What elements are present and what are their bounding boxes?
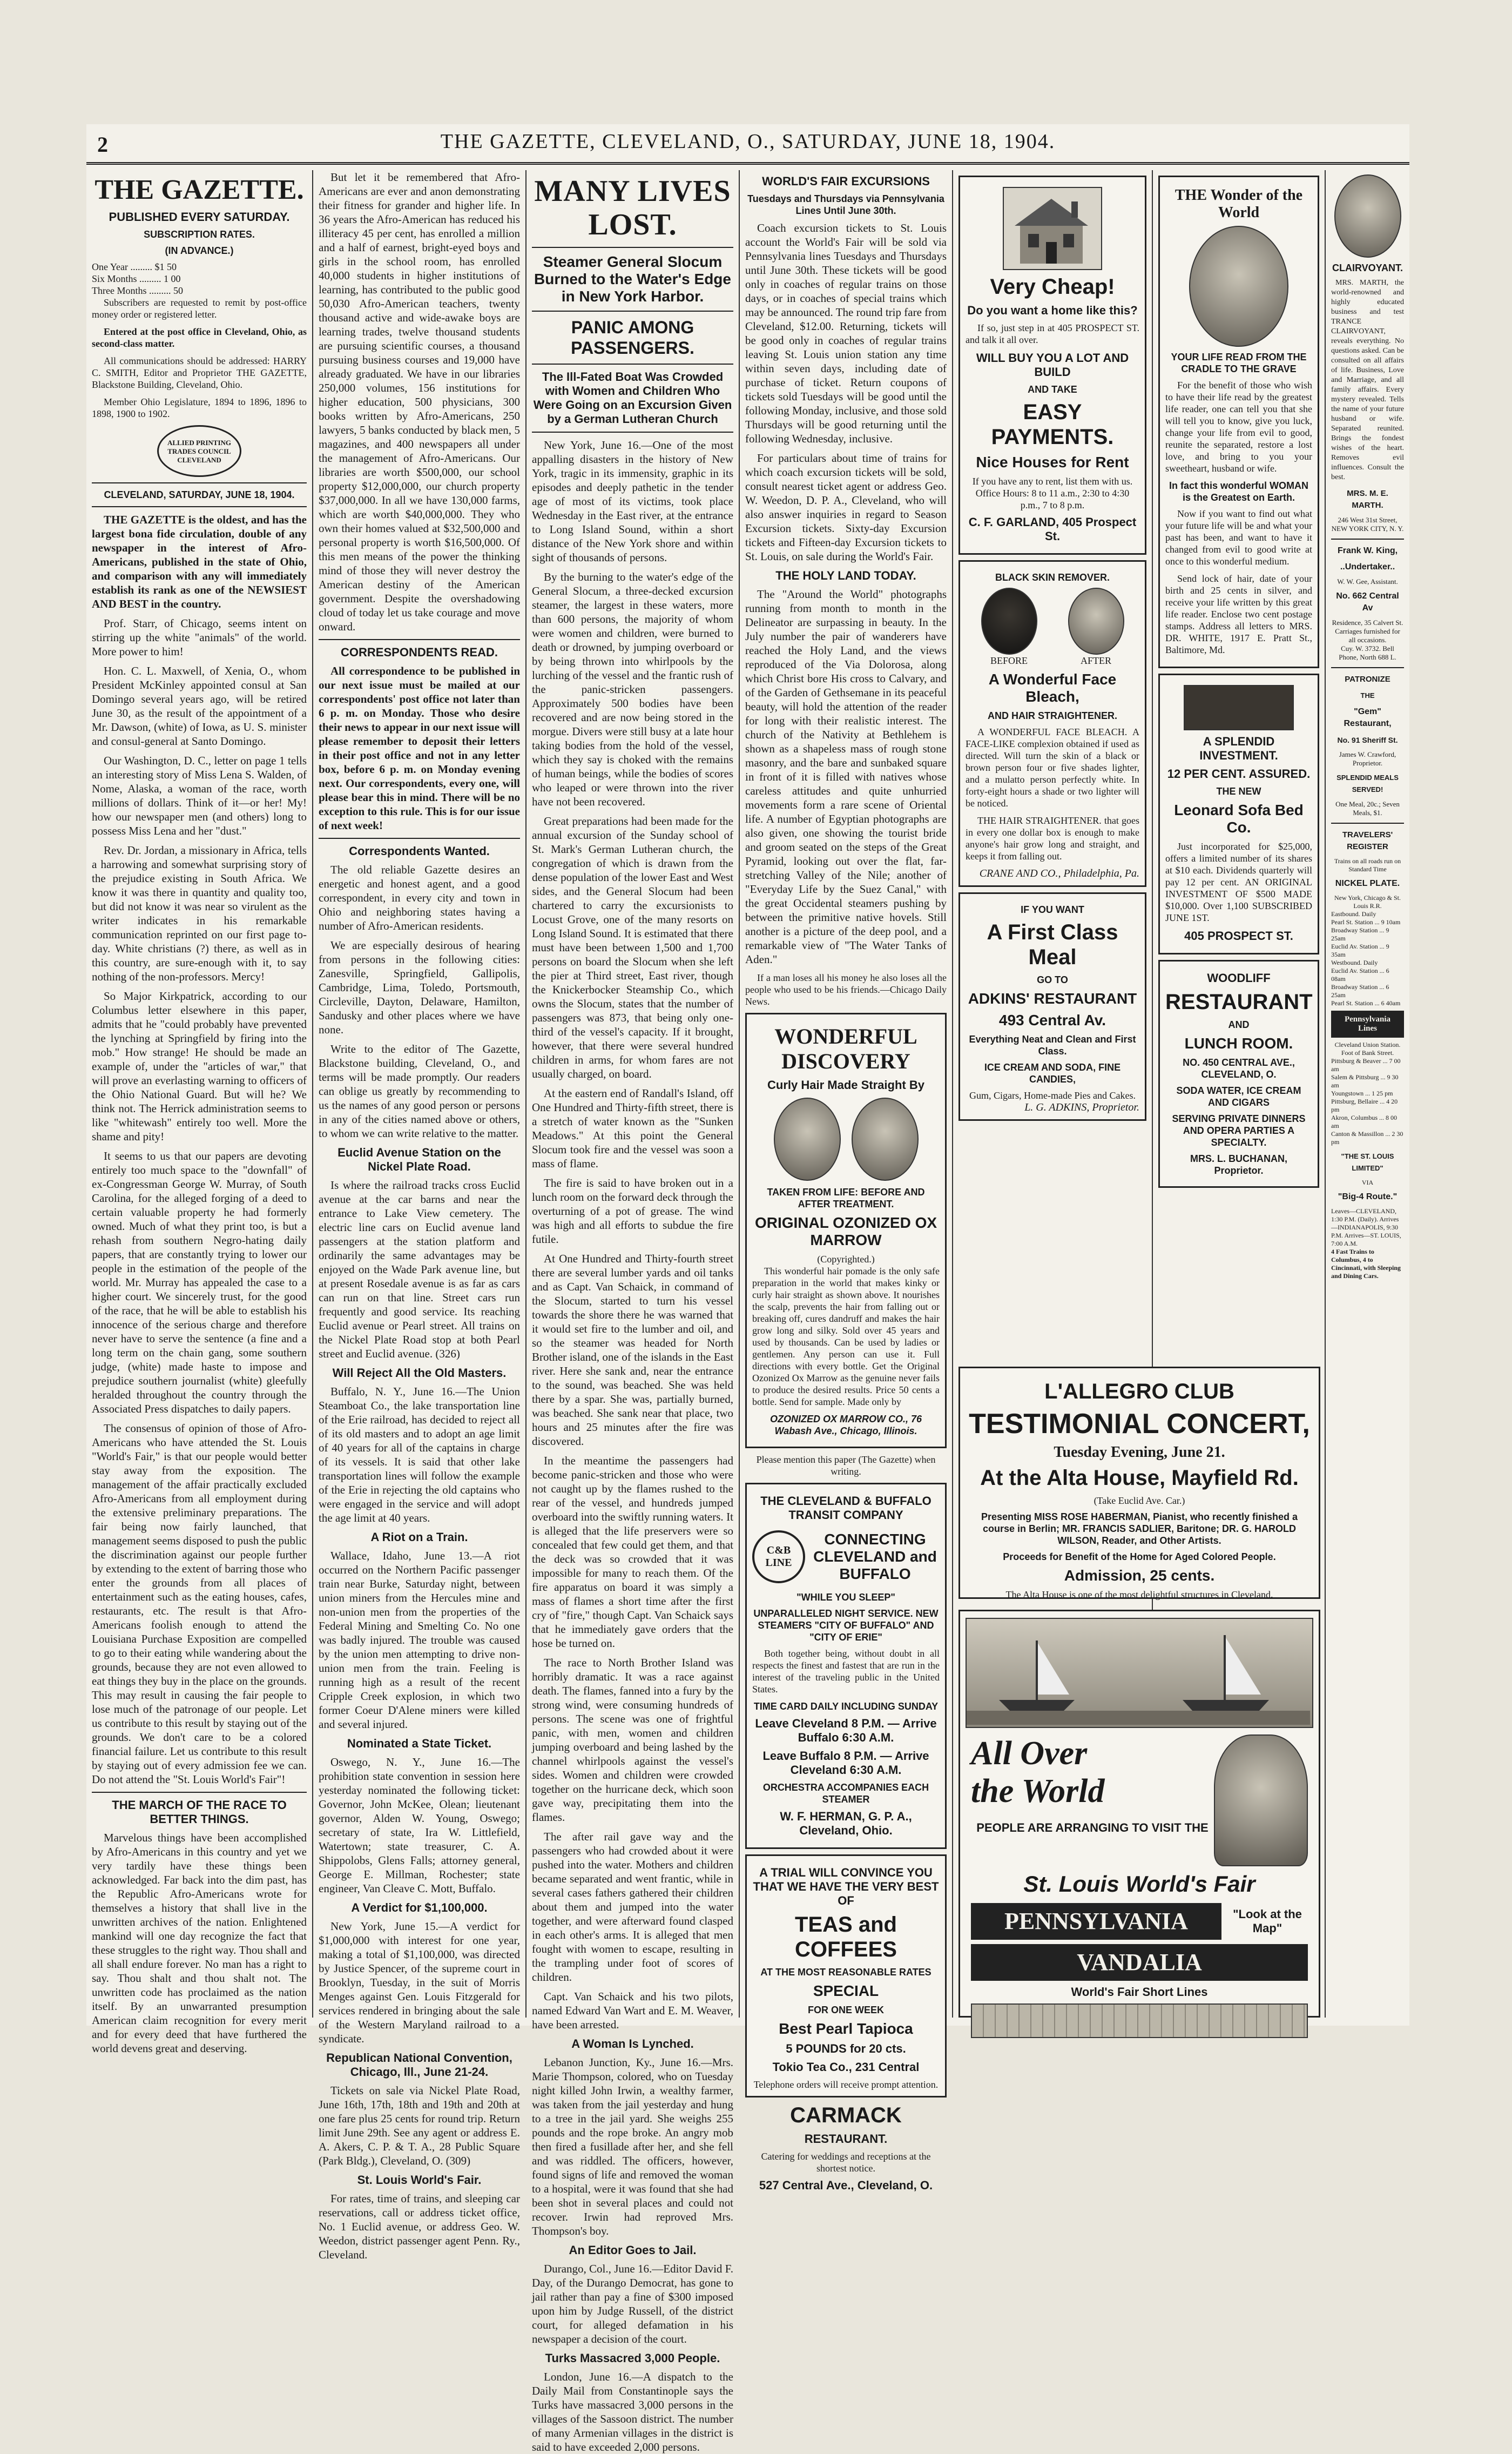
house-illustration xyxy=(1003,187,1102,270)
article-paragraph: The race to North Brother Island was horribly dramatic. It was a race against death. The flames, fanned into a fury by the strong wind, were consuming hundreds of persons. The scene was one of frightful panic, with men, women and children jumping overboard and being lashed by the channel whirlpools against the vessel's sides. Women and children were crowded together on the hurricane deck, which soon gave way, precipitating them into the flames. xyxy=(532,1656,733,1824)
lynch-headline: A Woman Is Lynched. xyxy=(571,2037,694,2050)
divider xyxy=(1331,667,1404,668)
woodliff-address: NO. 450 CENTRAL AVE., CLEVELAND, O. xyxy=(1183,1057,1295,1080)
lead-paragraph: THE GAZETTE is the oldest, and has the largest bona fide circulation, double of any newspaper in the interest of Afro-Americans, published in the state of Ohio, and comparison with any will immediately establish its rank as one of the NEWSIEST AND BEST in the country. xyxy=(92,513,307,610)
woodliff-serve: SERVING PRIVATE DINNERS AND OPERA PARTIES A SPECIALTY. xyxy=(1172,1113,1306,1148)
ticket-headline: Nominated a State Ticket. xyxy=(347,1737,492,1750)
all-over-people: PEOPLE ARE ARRANGING TO VISIT THE xyxy=(976,1821,1209,1834)
tea-tapioca: Best Pearl Tapioca xyxy=(779,2020,913,2037)
timetable-row: Pearl St. Station ... 9 10am xyxy=(1331,918,1401,926)
column-4 xyxy=(740,170,953,2192)
tea-price: 5 POUNDS for 20 cts. xyxy=(786,2042,906,2055)
cb-time-card: TIME CARD DAILY INCLUDING SUNDAY xyxy=(753,1701,939,1712)
gazette-logo: THE GAZETTE. xyxy=(94,174,304,205)
wonder-send: Send lock of hair, date of your birth and 25 cents in silver, and receive your life written by this great life reader. Enclose two cent postage stamps. Address all letters to MRS. DR. WHITE, 1917 E. Pratt St., Baltimore, Md. xyxy=(1165,573,1312,655)
article-paragraph: The after rail gave way and the passengers who had crowded about it were pushed into the water. Mothers and children became separated and went frantic, while in several cases fathers gathered their children about them and jumped into the water together, and were afterward found clasped in each other's arms. It is alleged that men fought with women to escape, resulting in the trampling under foot of scores of children. xyxy=(532,1830,733,1984)
meal-ice-2: Gum, Cigars, Home-made Pies and Cakes. xyxy=(969,1090,1136,1101)
masthead-title: THE GAZETTE, CLEVELAND, O., SATURDAY, JUNE 18, 1904. xyxy=(440,130,1056,153)
carmack-headline: CARMACK xyxy=(790,2103,902,2127)
article-paragraph: At the eastern end of Randall's Island, off One Hundred and Thirty-fifth street, there is a stretch of water known as the "Sunken Meadows." At this point the General Slocum took fire and the vessel was soon a mass of flame. xyxy=(532,1087,733,1170)
rate-row: Three Months ......... 50 xyxy=(92,285,183,296)
meal-headline: A First Class Meal xyxy=(987,920,1118,969)
panic-headline: PANIC AMONG PASSENGERS. xyxy=(571,318,694,358)
editorial-paragraph: Our Washington, D. C., letter on page 1 tells an interesting story of Miss Lena S. Walden, of Nome, Alaska, a woman of the race, worth millions of dollars. Think of it—or her! My! how our newspaper men (and others) long to possess Miss Lena and her "dust." xyxy=(92,754,307,837)
adkins-ad xyxy=(959,892,1146,1121)
invest-new: THE NEW xyxy=(1216,786,1261,797)
invest-address: 405 PROSPECT ST. xyxy=(1184,929,1293,943)
bleach-straightener: THE HAIR STRAIGHTENER. that goes in every one dollar box is enough to make anyone's hair grow long and straight, and keeps it from falling out. xyxy=(966,815,1139,862)
gem-patronize: PATRONIZE xyxy=(1345,675,1390,684)
slocum-subhead: Steamer General Slocum Burned to the Water's Edge in New York Harbor. xyxy=(534,253,731,305)
divider xyxy=(319,639,520,640)
cb-logo: C&B LINE xyxy=(752,1530,805,1583)
cb-connecting: CONNECTING CLEVELAND and BUFFALO xyxy=(813,1531,937,1582)
allegro-headline: TESTIMONIAL CONCERT, xyxy=(969,1408,1310,1440)
woman-portrait xyxy=(1189,226,1288,347)
page-number: 2 xyxy=(97,132,108,157)
tea-special: SPECIAL xyxy=(813,1982,879,1999)
slocum-headline: MANY LIVES LOST. xyxy=(534,174,731,241)
timetable-row: Pearl St. Station ... 6 40am xyxy=(1331,999,1401,1007)
allegro-proceeds: Proceeds for Benefit of the Home for Aged Colored People. xyxy=(1003,1551,1276,1562)
editorial-paragraph: Rev. Dr. Jordan, a missionary in Africa, tells a harrowing and somewhat surprising story of the prejudice existing in South Africa. We know it was there in quantity and quality too, but did not know it was near so virulent as the writer indicates in his remarkable communication reprinted on our first page to-day. White christians (?) there, as well as in this country, are sure-enough with it, to say nothing of the non-professors. Mercy! xyxy=(92,844,307,983)
all-over-line-2: the World xyxy=(971,1773,1105,1810)
article-paragraph: Lebanon Junction, Ky., June 16.—Mrs. Marie Thompson, colored, who on Tuesday night killed John Irwin, a wealthy farmer, was taken from the jail yesterday and hung to a tree in the jail yard. She weighs 255 pounds and the rope broke. An angry mob then fired a fusillade after her, and she fell and was riddled. The officers, however, found signs of life and removed the woman to a hospital, were it was found that she had been shot in several places and could not recover. Irwin had reproved Mrs. Thompson's boy. xyxy=(532,2056,733,2237)
article-paragraph: In the meantime the passengers had become panic-stricken and those who were not caught up by the flames rushed to the rear of the vessel, and hundreds jumped overboard into the swiftly running waters. It is alleged that the life preservers were so concealed that few could get them, and that the deck was so crowded that it was impossible for many to reach them. Of the fire apparatus on board it was simply a mass of flames a short time after the first cry of "fire," though Capt. Van Schaick says that he immediately gave orders that the hose be turned on. xyxy=(532,1454,733,1650)
gem-the: THE xyxy=(1360,691,1375,700)
holy-land-headline: THE HOLY LAND TODAY. xyxy=(775,569,916,582)
house-icon xyxy=(1004,188,1099,267)
editorial-paragraph: Hon. C. L. Maxwell, of Xenia, O., whom President McKinley appointed consul at San Domingo several years ago, will be retired June 30, as the result of the appointment of a Mr. Dawson, (white) of Iowa, as U. S. minister and consul-general at Santo Domingo. xyxy=(92,664,307,748)
tea-headline: TEAS and COFFEES xyxy=(795,1913,897,1961)
bleach-body: A WONDERFUL FACE BLEACH. A FACE-LIKE complexion obtained if used as directed. Will turn the skin of a black or brown person four or five shades lighter, and a mulatto person perfectly white. In forty-eight hours a shade or two lighter will be noticed. xyxy=(966,727,1139,809)
article-paragraph: Capt. Van Schaick and his two pilots, named Edward Van Wart and E. M. Weaver, have been arrested. xyxy=(532,1990,733,2031)
after-label: AFTER xyxy=(1080,655,1111,666)
article-paragraph: At One Hundred and Thirty-fourth street there are several lumber yards and oil tanks and as Capt. Van Schaick, in command of the Slocum, started to turn his vessel towards the shore there he was warned that it would set fire to the lumber and oil, and so the steamer was headed for North Brother island, one of the islands in the East river. Here she sank and, near the entrance to the sound, was beached. She was held there by a spar. She was, partially burned, was beached. She sank near that place, two hours and 25 minutes after the fire was discovered. xyxy=(532,1252,733,1448)
riot-headline: A Riot on a Train. xyxy=(370,1530,468,1544)
king-carriages: Carriages furnished for all occasions. xyxy=(1335,627,1400,644)
race-headline: THE MARCH OF THE RACE TO BETTER THINGS. xyxy=(112,1798,287,1826)
mention-note: Please mention this paper (The Gazette) when writing. xyxy=(756,1454,936,1477)
gem-address: No. 91 Sheriff St. xyxy=(1337,736,1398,744)
adkins-address: 493 Central Av. xyxy=(998,1012,1106,1028)
allegro-date: Tuesday Evening, June 21. xyxy=(1054,1444,1225,1461)
penn-look-map: "Look at the Map" xyxy=(1233,1907,1302,1935)
divider xyxy=(319,838,520,839)
divider xyxy=(532,364,733,365)
article-paragraph: Write to the editor of The Gazette, Blackstone building, Cleveland, O., and terms will be made promptly. Our readers can oblige us greatly by recommending to us the names of any good person or persons in any of the cities named above or others, to whom we can write relative to the matter. xyxy=(319,1043,520,1140)
tea-rates: AT THE MOST REASONABLE RATES xyxy=(760,1967,932,1978)
divider xyxy=(92,1792,307,1793)
rate-row: Six Months ......... 1 00 xyxy=(92,273,181,284)
houses-for-rent: Nice Houses for Rent xyxy=(976,454,1129,470)
after-portrait xyxy=(852,1098,919,1181)
timetable-row: Euclid Av. Station ... 6 08am xyxy=(1331,967,1389,983)
king-residence: Residence, 35 Calvert St. xyxy=(1332,618,1403,627)
cb-steamers: UNPARALLELED NIGHT SERVICE. NEW STEAMERS "CITY OF BUFFALO" AND "CITY OF ERIE" xyxy=(753,1608,939,1643)
king-undertaker: ..Undertaker.. xyxy=(1340,562,1395,572)
all-over-line-1: All Over xyxy=(971,1735,1088,1772)
emblem-text: ALLIED PRINTING TRADES COUNCIL CLEVELAND xyxy=(167,439,232,464)
column-1 xyxy=(86,170,313,2055)
column-7 xyxy=(1326,170,1409,2018)
office-hours: Office Hours: 8 to 11 a.m., 2:30 to 4:30 p.m., 7 to 8 p.m. xyxy=(975,488,1130,510)
article-paragraph: Oswego, N. Y., June 16.—The prohibition state convention in session here yesterday nominated the following ticket: Governor, John McKee, Olean; lieutenant governor, Alden W. Young, Oswego; secretary of state, Ira W. Littlefield, Watertown; state treasurer, C. A. Shippolobs, Glens Falls; attorney general, George E. Millman, Rochester; state engineer, Van Cleave C. Mott, Buffalo. xyxy=(319,1756,520,1895)
timetable-row: Westbound. Daily xyxy=(1331,959,1378,966)
nickel-plate-sub: New York, Chicago & St. Louis R.R. xyxy=(1334,894,1401,910)
ships-illustration xyxy=(966,1618,1313,1728)
clairvoyant-name: MRS. M. E. MARTH. xyxy=(1347,489,1388,510)
legislature-note: Member Ohio Legislature, 1894 to 1896, 1896 to 1898, 1900 to 1902. xyxy=(92,396,307,419)
subscription-head: SUBSCRIPTION RATES. xyxy=(144,229,255,240)
before-figure xyxy=(981,588,1037,667)
sofa-bed-ad xyxy=(1158,674,1319,954)
light-face xyxy=(1068,588,1124,655)
tea-intro: A TRIAL WILL CONVINCE YOU THAT WE HAVE THE VERY BEST OF xyxy=(753,1866,939,1907)
divider xyxy=(532,432,733,433)
column-2 xyxy=(313,170,526,2261)
penn-vandalia-penn: PENNSYLVANIA xyxy=(971,1903,1221,1940)
gem-name: "Gem" Restaurant, xyxy=(1344,707,1392,728)
penn-short-lines: World's Fair Short Lines xyxy=(1071,1985,1208,1999)
rate-row: One Year ......... $1 50 xyxy=(92,261,177,272)
timetable-row: Broadway Station ... 9 25am xyxy=(1331,926,1389,942)
cb-schedule-row: Leave Cleveland 8 P.M. — Arrive Buffalo 6:30 A.M. xyxy=(755,1717,937,1744)
ox-marrow-company: OZONIZED OX MARROW CO., 76 Wabash Ave., Chicago, Illinois. xyxy=(770,1414,922,1436)
timetable-row: Salem & Pittsburg ... 9 30 am xyxy=(1331,1073,1399,1089)
cb-logo-row xyxy=(752,1527,940,1587)
woodliff-name: WOODLIFF xyxy=(1207,971,1271,985)
penn-lines: Pennsylvania Lines xyxy=(1331,1011,1404,1038)
cb-headline: THE CLEVELAND & BUFFALO TRANSIT COMPANY xyxy=(760,1494,932,1522)
divider xyxy=(1331,823,1404,824)
cb-agent: W. F. HERMAN, G. P. A., Cleveland, Ohio. xyxy=(780,1810,912,1837)
divider xyxy=(532,311,733,312)
ox-marrow-caption: TAKEN FROM LIFE: BEFORE AND AFTER TREATMENT. xyxy=(767,1187,925,1209)
timetable-row: Euclid Av. Station ... 9 35am xyxy=(1331,943,1389,958)
penn-vandalia: VANDALIA xyxy=(971,1944,1308,1981)
woodliff-ad xyxy=(1158,960,1319,1188)
before-after-illustration xyxy=(752,1098,940,1181)
meal-ice: ICE CREAM AND SODA, FINE CANDIES, xyxy=(984,1062,1121,1085)
meal-body: Everything Neat and Clean and First Class. xyxy=(969,1034,1136,1057)
divider xyxy=(92,506,307,507)
subscribers-note: Subscribers are requested to remit by post-office money order or registered letter. xyxy=(92,297,307,320)
garland-ad xyxy=(959,176,1146,555)
penn-lines-sub: Cleveland Union Station. Foot of Bank Street. xyxy=(1334,1041,1401,1057)
article-paragraph: We are especially desirous of hearing from persons in the following cities: Zanesville, Springfield, Gallipolis, Cambridge, Lima, Toledo, Portsmouth, Circleville, Dayton, Delaware, Hamilton, Sandusky and other places where we have none. xyxy=(319,939,520,1036)
article-paragraph: Durango, Col., June 16.—Editor David F. Day, of the Durango Democrat, has gone to jail rather than pay a fine of $300 imposed upon him by Judge Russell, of the district court, for alleged defamation in his newspaper a decision of the court. xyxy=(532,2262,733,2345)
address-note: All communications should be addressed: HARRY C. SMITH, Editor and Proprietor THE GAZETTE, Blackstone Building, Cleveland, Ohio. xyxy=(92,355,307,390)
register-headline: TRAVELERS' REGISTER xyxy=(1342,830,1393,851)
fair-headline: St. Louis World's Fair. xyxy=(357,2173,482,2187)
easy-payments: EASY PAYMENTS. xyxy=(991,400,1114,449)
allegro-place: At the Alta House, Mayfield Rd. xyxy=(980,1466,1299,1490)
excursion-subhead: Tuesdays and Thursdays via Pennsylvania Lines Until June 30th. xyxy=(747,193,944,216)
ox-marrow-body: This wonderful hair pomade is the only safe preparation in the world that makes kinky or curly hair straight as shown above. It nourishes the scalp, prevents the hair from falling out or breaking off, cures dandruff and makes the hair grow long and silky. Sold over 45 years and used by thousands. Can be used by ladies or gentlemen. Any person can use it. Full directions with every bottle. Get the Original Ozonized Ox Marrow as the genuine never fails to produce the desired results. Price 50 cents a bottle. Send for sample. Made only by xyxy=(752,1266,940,1407)
big4-body: Leaves—CLEVELAND, 1:30 P.M. (Daily). Arrives—INDIANAPOLIS, 9:30 P.M. Arrives—ST. LOUIS, 7:00 A.M. xyxy=(1331,1207,1401,1247)
king-name: Frank W. King, xyxy=(1337,546,1398,555)
timetable-row: Pittsburg & Beaver ... 7 00 am xyxy=(1331,1057,1401,1073)
verdict-headline: A Verdict for $1,100,000. xyxy=(351,1901,488,1914)
all-over-row xyxy=(960,1734,1319,1866)
all-over-text xyxy=(971,1734,1214,1866)
penn-vandalia-row xyxy=(960,1903,1319,1940)
ox-marrow-headline: WONDERFUL DISCOVERY xyxy=(774,1024,917,1073)
correspondents-headline: CORRESPONDENTS READ. xyxy=(341,646,498,659)
stl-limited: "THE ST. LOUIS LIMITED" xyxy=(1341,1152,1394,1172)
wonder-now: Now if you want to find out what your future life will be and what your past has been, and want to have it changed from evil to good write at once to this wonderful medium. xyxy=(1165,508,1312,567)
advance-line: (IN ADVANCE.) xyxy=(165,245,234,256)
cb-body: Both together being, without doubt in all respects the finest and fastest that are run in the interest of the traveling public in the United States. xyxy=(752,1648,940,1695)
allegro-end: The Alta House is one of the most delightful structures in Cleveland. xyxy=(1005,1589,1273,1600)
timetable-row: Akron, Columbus ... 8 00 am xyxy=(1331,1114,1398,1129)
bleach-company: CRANE AND CO., Philadelphia, Pa. xyxy=(979,868,1139,879)
entered-note: Entered at the post office in Cleveland, Ohio, as second-class matter. xyxy=(92,326,307,349)
allegro-take: (Take Euclid Ave. Car.) xyxy=(1094,1495,1185,1506)
tea-week: FOR ONE WEEK xyxy=(807,2005,884,2015)
ox-marrow-subhead: Curly Hair Made Straight By xyxy=(767,1078,924,1092)
article-paragraph: New York, June 15.—A verdict for $1,000,000 with interest for one year, making a total of $1,100,000, was directed by Justice Spencer, of the supreme court in Brooklyn, Tuesday, in the suit of Morris Menges against Gen. Louis Fitzgerald for services rendered in bringing about the sale of the Western Maryland railroad to a syndicate. xyxy=(319,1920,520,2045)
article-paragraph: London, June 16.—A dispatch to the Daily Mail from Constantinople says the Turks have massacred 3,000 persons in the villages of the Sassoon district. The number of many Armenian villages in the district is said to have exceeded 2,000 persons. xyxy=(532,2370,733,2453)
article-paragraph: Coach excursion tickets to St. Louis account the World's Fair will be sold via Pennsylvania lines Tuesdays and Thursdays until June 30th. These tickets will be good only in coaches of regular trains on those days, or in coaches of special trains which may be announced. The round trip fare from Cleveland, $12.00. Returning, tickets will be good only in coaches of regular trains leaving St. Louis union station any time within seven days, including date of purchase of ticket. Return coupons of tickets sold Tuesdays will be good until the following Monday, inclusive, and those sold Thursdays will be good returning until the following Wednesday, inclusive. xyxy=(745,221,947,445)
ox-marrow-name: ORIGINAL OZONIZED OX MARROW xyxy=(754,1214,937,1248)
article-paragraph: The "Around the World" photographs running from month to month in the Delineator are surpassing in beauty. In the July number the pair of wanderers have reached the Holy Land, and the views reproduced of the Via Dolorosa, along which Christ bore His cross to Calvary, and of the Garden of Gethsemane in its peaceful beauty, will hold the attention of the reader for long with their realistic interest. The church of the Nativity at Bethlehem is shown as a shapeless mass of rough stone masonry, and the bare and sunbaked square in front of it is filled with natives whose careless attitudes and quite unhurried movements form a rare scene of Oriental life. A number of Egyptian photographs are also given, one showing the tourist bride and groom seated on the steps of the Great Pyramid, looking out over the flat, far-stretching Valley of the Nile; another of "Everyday Life by the Suez Canal," with the great Occidental steamers pushing by between the primitive native hovels. Still another is a picture of the deep pool, and a remarkable view of "The Water Tanks of Aden." xyxy=(745,588,947,966)
gem-meals: SPLENDID MEALS SERVED! xyxy=(1336,774,1399,794)
divider xyxy=(532,247,733,248)
king-assistant: W. W. Gee, Assistant. xyxy=(1337,577,1398,586)
euclid-headline: Euclid Avenue Station on the Nickel Plate Road. xyxy=(338,1146,501,1173)
editor-headline: An Editor Goes to Jail. xyxy=(569,2243,697,2257)
wonder-woman-line: In fact this wonderful WOMAN is the Greatest on Earth. xyxy=(1169,480,1308,503)
bleach-big: A Wonderful Face Bleach, xyxy=(988,671,1117,705)
all-over-fair: St. Louis World's Fair xyxy=(1023,1871,1256,1897)
article-paragraph: For rates, time of trains, and sleeping car reservations, call or address ticket office, No. 1 Euclid avenue, or address Geo. W. Weedon, district passenger agent Penn. Ry., Cleveland. xyxy=(319,2192,520,2261)
allegro-concert-ad xyxy=(959,1367,1320,1599)
published-line: PUBLISHED EVERY SATURDAY. xyxy=(109,210,290,224)
ox-marrow-ad xyxy=(745,1013,947,1448)
bleach-illustration xyxy=(966,588,1139,667)
tea-company: Tokio Tea Co., 231 Central xyxy=(772,2060,920,2074)
dark-face xyxy=(981,588,1037,655)
article-paragraph: Is where the railroad tracks cross Euclid avenue at the car barns and near the entrance to Lake View cemetery. The electric line cars on Euclid avenue land passengers at the station platform and ordinarily the same advantages may be enjoyed on the Wade Park avenue line, but at present Rosedale avenue is as far as cars can run on that line. Street cars run frequently and good service. Its reaching Euclid avenue or Pearl street. All trains on the Nickel Plate Road stop at both Pearl street and Euclid avenue. (326) xyxy=(319,1179,520,1360)
wonder-life: YOUR LIFE READ FROM THE CRADLE TO THE GRAVE xyxy=(1171,352,1307,374)
ship-icon xyxy=(967,1619,1310,1725)
clairvoyant-portrait xyxy=(1334,174,1401,258)
sofa-illustration xyxy=(1184,685,1294,730)
editorial-paragraph: It seems to us that our papers are devoting entirely too much space to the "downfall" of ex-Congressman George W. Murray, of South Carolina, for the alleged forging of a deed to certain valuable property he had formerly owned. Much of what they print too, is but a rehash from southern Negro-hating daily papers, that are constantly trying to lower our people in the estimation of the people of the world. Mr. Murray has appealed the case to a higher court. We sincerely trust, for the good of the race, that he will be able to establish his innocence of the serious charge and therefore never have to serve the sentence (a fine and a long term on the chain gang, some southern judge, (white) made haste to impose and prejudice southern journalist (white) gleefully heralded throughout the country through the Associated Press dispatches to daily papers. xyxy=(92,1149,307,1415)
divider xyxy=(92,482,307,483)
article-paragraph: But let it be remembered that Afro-Americans are ever and anon demonstrating their fitness for grander and higher life. In 36 years the Afro-American has reduced his illiteracy 45 per cent, has enrolled a million and a half of earnest, bright-eyed boys and girls in the school room, has enrolled 40,000 students in higher institutions of learning, has contributed to the public good 50,030 Afro-American teachers, twenty thousand active and wide-awake boys are learning trades, twelve thousand students are pursuing scientific courses, a thousand pursuing business courses and 19,000 have already graduated. We have in our libraries 250,000 volumes, 156 institutions for higher education, 500 physicians, 300 books written by Afro-Americans, 250 lawyers, 5 banks conducted by black men, 5 magazines, and 400 newspapers all under the management of Afro-Americans. Our libraries are worth $500,000, our school property $12,000,000, our church property $37,000,000. In all we have 130,000 farms, which are worth $40,000,000. They who own their homes valued at $32,500,000 and personal property is worth $16,500,000. Of this men means of the power the thinking mind of those they will never destroy the American destiny of the American government. Despite the overshadowing cloud of today let us take courage and move onward. xyxy=(319,171,520,633)
dateline: CLEVELAND, SATURDAY, JUNE 18, 1904. xyxy=(104,489,295,500)
after-figure xyxy=(1068,588,1124,667)
cheap-lot: WILL BUY YOU A LOT AND BUILD xyxy=(976,351,1129,379)
woodliff-lunch: LUNCH ROOM. xyxy=(1184,1035,1293,1052)
cb-orchestra: ORCHESTRA ACCOMPANIES EACH STEAMER xyxy=(762,1782,929,1805)
timetable-row: Pittsburg, Bellaire ... 4 20 pm xyxy=(1331,1098,1398,1113)
cb-line-ad xyxy=(745,1483,947,1849)
meal-go: GO TO xyxy=(1037,974,1068,985)
article-paragraph: Great preparations had been made for the annual excursion of the Sunday school of St. Mark's German Lutheran church, the congregation of which is drawn from the dense population of the lower East and West sides, and the General Slocum had been chartered to carry the excursionists to Locust Grove, one of the many resorts on Long Island Sound. It is estimated that there must have been between 1,500 and 1,700 persons on board the Slocum when she left the pier at Third street, East river, though the Knickerbocker Steamship Co., which owns the Slocum, states that the number of passengers was 873, that being only one-third of the vessel's capacity. If it brought, however, that there were several hundred children in arms, for whom fares are not usually charged, on board. xyxy=(532,815,733,1080)
nickel-plate: NICKEL PLATE. xyxy=(1335,879,1400,888)
stl-via: VIA xyxy=(1361,1179,1374,1186)
clairvoyant-body: MRS. MARTH, the world-renowned and highly educated business and test TRANCE CLAIRVOYANT, reveals everything. No questions asked. Can be consulted on all affairs of life. Business, Love and Marriage, and all family affairs. Every mystery revealed. Tells the name of your future husband or wife. Separated reunited. Brings the fondest wishes of the heart. Removes evil influences. Consult the best. xyxy=(1331,279,1404,481)
invest-headline: A SPLENDID INVESTMENT. xyxy=(1199,735,1278,762)
register-sub: Trains on all roads run on Standard Time xyxy=(1334,857,1401,873)
woodliff-and: AND xyxy=(1228,1019,1250,1030)
allegro-admission: Admission, 25 cents. xyxy=(1064,1567,1215,1584)
ox-marrow-copyright: (Copyrighted.) xyxy=(817,1254,875,1265)
turks-headline: Turks Massacred 3,000 People. xyxy=(545,2351,720,2365)
sofa-company: Leonard Sofa Bed Co. xyxy=(1174,802,1304,836)
before-label: BEFORE xyxy=(990,655,1028,666)
columbus-trains: 4 Fast Trains to Columbus, 4 to Cincinnati, with Sleeping and Dining Cars. xyxy=(1331,1248,1401,1280)
masters-headline: Will Reject All the Old Masters. xyxy=(332,1366,507,1380)
tea-note: Telephone orders will receive prompt attention. xyxy=(753,2079,939,2090)
railroad-map xyxy=(971,2003,1308,2038)
correspondents-notice: All correspondence to be published in our next issue must be mailed at our correspondents' post office not later than 6 p. m. on Monday. Those who desire their news to appear in our next issue will please remember to deposit their letters in their post office and not in any letter box, before 6 p. m. on Monday evening next. Our correspondents, every one, will please bear this in mind. There will be no exception to this rule. This is for our issue of next week! xyxy=(319,664,520,832)
editorial-paragraph: So Major Kirkpatrick, according to our Columbus letter elsewhere in this paper, admits that he "could probably have prevented the lynching at Springfield by firing into the mob." How strange! He should be made an example of, under the "articles of war," that will prove an everlasting warning to officers of the Ohio National Guard. But will he? We think not. The Herrick administration seems to like "whitewash" entirely too well. More the shame and pity! xyxy=(92,990,307,1143)
wonder-headline: THE Wonder of the World xyxy=(1174,187,1303,221)
timetable-row: Broadway Station ... 6 25am xyxy=(1331,983,1389,999)
newspaper-page xyxy=(86,124,1409,2453)
article-paragraph: The old reliable Gazette desires an energetic and honest agent, and a good correspondent, in every city and town in Ohio and neighboring states having a number of Afro-American residents. xyxy=(319,863,520,932)
invest-percent: 12 PER CENT. ASSURED. xyxy=(1167,767,1311,781)
cheap-body: If so, just step in at 405 PROSPECT ST. and talk it all over. xyxy=(966,322,1139,345)
article-paragraph: Tickets on sale via Nickel Plate Road, June 16th, 17th, 18th and 19th and 20th at one fare plus 25 cents for round trip. Return limit June 29th. See any agent or address E. A. Akers, C. P. & T. A., 28 Public Square (Park Bldg.), Cleveland, O. (309) xyxy=(319,2084,520,2167)
world-fair-ad xyxy=(959,1610,1320,2018)
timetable-row: Canton & Massillon ... 2 30 pm xyxy=(1331,1130,1403,1146)
woodliff-soda: SODA WATER, ICE CREAM AND CIGARS xyxy=(1176,1085,1301,1108)
timetable-row: Eastbound. Daily xyxy=(1331,910,1376,918)
timetable-row: Youngstown ... 1 25 pm xyxy=(1331,1090,1393,1097)
clairvoyant-headline: CLAIRVOYANT. xyxy=(1332,263,1403,273)
masthead xyxy=(86,124,1409,165)
editorial-paragraph: Prof. Starr, of Chicago, seems intent on stirring up the white "animals" of the world. More power to him! xyxy=(92,617,307,658)
article-paragraph: The fire is said to have broken out in a lunch room on the forward deck through the overturning of a pot of grease. The wind was high and all efforts to subdue the fire futile. xyxy=(532,1176,733,1246)
rent-sub: If you have any to rent, list them with us. xyxy=(972,476,1133,487)
gem-price: One Meal, 20c.; Seven Meals, $1. xyxy=(1335,800,1400,817)
adkins-proprietor: L. G. ADKINS, Proprietor. xyxy=(1024,1101,1139,1113)
allegro-body: Presenting MISS ROSE HABERMAN, Pianist, who recently finished a course in Berlin; MR. FRANCIS SADLIER, Baritone; DR. G. HAROLD WILSON, Reader, and Other Artists. xyxy=(981,1511,1298,1546)
king-telephone: Cuy. W. 3732. Bell Phone, North 688 L. xyxy=(1339,644,1396,661)
editorial-paragraph: Marvelous things have been accomplished by Afro-Americans in this country and yet we very tardily have these things been acknowledged. Far back into the dim past, has the Republic Afro-Americans wrote for themselves a history that shall live in the unwritten archives of the nation. Enlightened mankind will one day recognize the fact that these struggles to the right way. Thou shall and all shall endure forever. No man has a right to say. Thou shalt and thou shalt not. The unwritten code has proclaimed as the nation itself. By an unwarranted presumption American claim recognition for every merit and for every deed that have furthered the world devens great and deserving. xyxy=(92,1831,307,2055)
article-paragraph: If a man loses all his money he also loses all the people who used to be his friends.—Chicago Daily News. xyxy=(745,972,947,1007)
wonder-woman-ad xyxy=(1158,176,1319,668)
union-emblem xyxy=(157,425,241,477)
bleach-sub: AND HAIR STRAIGHTENER. xyxy=(987,710,1117,721)
invest-body: Just incorporated for $25,000, offers a limited number of its shares at $10 each. Dividends quarterly will pay 12 per cent. AN ORIGINAL INVESTMENT OF $500 MADE $10,000. Over 1,100 SUBSCRIBED JUNE 1ST. xyxy=(1165,841,1312,923)
cheap-headline: Very Cheap! xyxy=(990,275,1115,299)
meal-want: IF YOU WANT xyxy=(1021,904,1084,915)
bleach-headline: BLACK SKIN REMOVER. xyxy=(995,572,1110,583)
cb-sleep: "WHILE YOU SLEEP" xyxy=(796,1592,895,1603)
article-paragraph: By the burning to the water's edge of the General Slocum, a three-decked excursion steamer, the largest in these waters, more than 600 persons, the majority of whom were women and children, were burned to death or drowned, by jumping overboard or by being thrown into whirlpools by the lurching of the vessel and the frantic rush of the panic-stricken passengers. Approximately 500 bodies have been recovered and are now being stored in the morgue. Divers were still busy at a late hour taking bodies from the hold of the vessel, which they say is choked with the remains of human beings, while the bodies of scores who leaped or were thrown into the river have not been recovered. xyxy=(532,570,733,808)
excursion-headline: WORLD'S FAIR EXCURSIONS xyxy=(762,174,930,188)
carmack-subhead: RESTAURANT. xyxy=(804,2132,888,2146)
column-3 xyxy=(526,170,740,2453)
king-address: No. 662 Central Av xyxy=(1336,591,1399,613)
cb-schedule-row: Leave Buffalo 8 P.M. — Arrive Cleveland 6:30 A.M. xyxy=(762,1749,929,1777)
convention-headline: Republican National Convention, Chicago, Ill., June 21-24. xyxy=(326,2051,512,2079)
before-portrait xyxy=(774,1098,841,1181)
article-paragraph: Buffalo, N. Y., June 16.—The Union Steamboat Co., the lake transportation line of the Erie railroad, has decided to reject all of its old masters and to adopt an age limit of 40 years for all of the captains in charge of its vessels. It is said that other lake transportation lines will follow the example of the Erie in rejecting the old captains who were engaged in the service and will adopt the age limit at 40 years. xyxy=(319,1385,520,1524)
garland-name: C. F. GARLAND, 405 Prospect St. xyxy=(968,515,1137,543)
lady-illustration xyxy=(1214,1734,1308,1866)
wanted-headline: Correspondents Wanted. xyxy=(349,844,490,858)
tokio-tea-ad xyxy=(745,1854,947,2097)
editorial-paragraph: The consensus of opinion of those of Afro-Americans who have attended the St. Louis "World's Fair," is that our people would better stay away from the exposition. The management of the affair practically excluded Afro-Americans from all employment during the extensive preliminary preparations. The fair being now fairly launched, that management seems disposed to push the public the discrimination against our people further by extending to the extent of barring those who enter the grounds from all places of entertainment such as the eating houses, cafes, restaurants, etc. The result is that Afro-Americans foolish enough to attend the Louisiana Purchase Exposition are compelled to go to their eating while wandering about the grounds, because they are not even allowed to eat things they buy in the place on the grounds. This may result in causing the fair people to lose much of the patronage of our people. Let us contribute to this result by staying out of the grounds. We don't care to be a colored financial failure. Let us contribute to this result by staying out of every admission fee we can. Do not attend the "St. Louis World's Fair"! xyxy=(92,1422,307,1786)
article-paragraph: For particulars about time of trains for which coach excursion tickets will be sold, consult nearest ticket agent or address Geo. W. Weedon, D. P. A., Cleveland, who will also answer inquiries in regard to Season Excursion tickets. Sixty-day Excursion tickets and Fifteen-day Excursion tickets to St. Louis, on sale during the World's Fair. xyxy=(745,452,947,563)
article-paragraph: New York, June 16.—One of the most appalling disasters in the history of New York, tragic in its immensity, graphic in its episodes and deeply pathetic in the tender age of most of its victims, took place Wednesday in the East river, at the entrance to Long Island Sound, within a short distance of the New York shore and within sight of thousands of persons. xyxy=(532,439,733,564)
slocum-deck: The Ill-Fated Boat Was Crowded with Women and Children Who Were Going on an Excursion Given by a German Lutheran Church xyxy=(533,370,732,426)
wonder-body: For the benefit of those who wish to have their life read by the greatest life reader, one can tell you that she will tell you to know, give you luck, change your life from evil to good, reunite the separated, restore a lost love, and bring to you your sweetheart, husband or wife. xyxy=(1165,380,1312,474)
cheap-take: AND TAKE xyxy=(1028,384,1077,395)
woodliff-restaurant: RESTAURANT xyxy=(1165,990,1313,1014)
carmack-address: 527 Central Ave., Cleveland, O. xyxy=(759,2179,933,2192)
adkins-name: ADKINS' RESTAURANT xyxy=(968,990,1137,1007)
divider xyxy=(1331,539,1404,540)
article-paragraph: Wallace, Idaho, June 13.—A riot occurred on the Northern Pacific passenger train near Burke, Saturday night, between union miners from the Hercules mine and non-union men from the properties of the Federal Mining and Smelting Co. No one was badly injured. The trouble was caused by the union men attempting to drive non-union men from the train. Feeling is running high as a result of the recent Cripple Creek explosion, in which two former Coeur D'Alene miners were killed and several injured. xyxy=(319,1549,520,1731)
gem-proprietor: James W. Crawford, Proprietor. xyxy=(1339,750,1396,767)
cheap-question: Do you want a home like this? xyxy=(967,304,1138,317)
clairvoyant-address: 246 West 31st Street, NEW YORK CITY, N. Y. xyxy=(1331,516,1404,533)
carmack-body: Catering for weddings and receptions at the shortest notice. xyxy=(761,2151,931,2174)
allegro-club: L'ALLEGRO CLUB xyxy=(1044,1380,1234,1403)
big4-route: "Big-4 Route." xyxy=(1338,1192,1398,1201)
woodliff-proprietor: MRS. L. BUCHANAN, Proprietor. xyxy=(1190,1153,1287,1176)
face-bleach-ad xyxy=(959,560,1146,887)
